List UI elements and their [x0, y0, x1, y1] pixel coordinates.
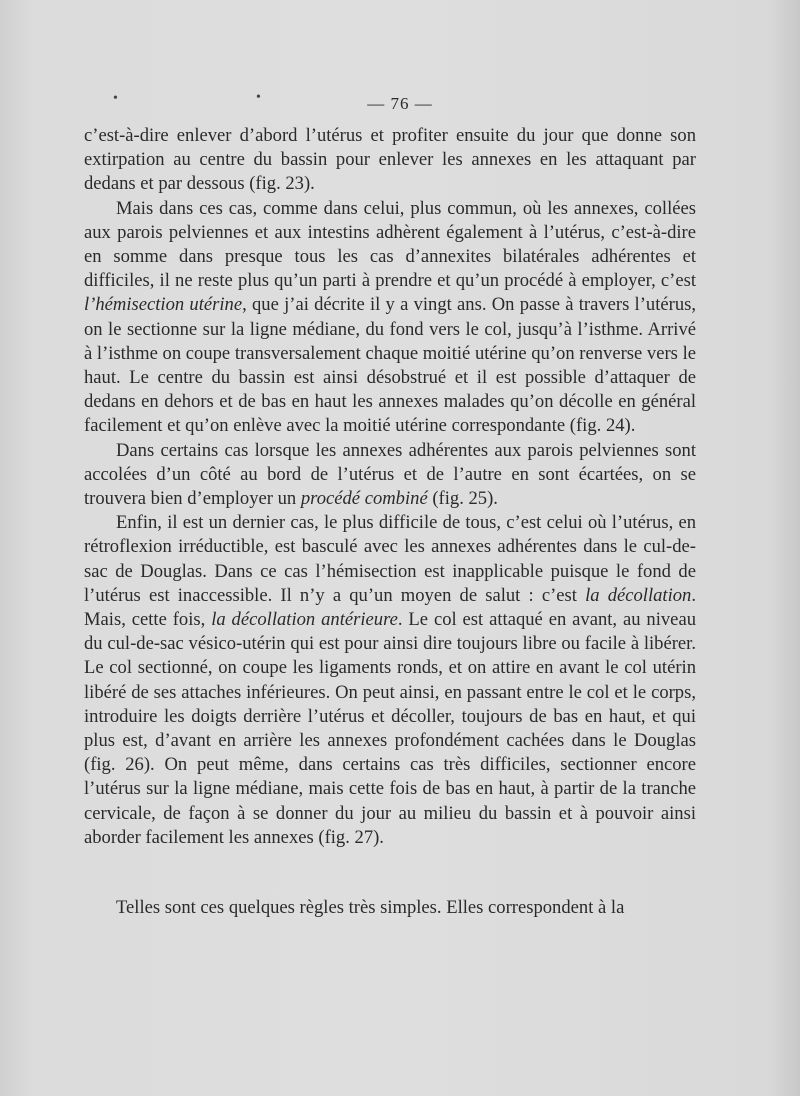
paragraph-text: . Le col est attaqué en avant, au niveau du cul-de-sac vésico-utérin qui est pour ainsi dire toujours libre ou facile à libérer. Le col sectionné, on coupe les ligaments ronds, et on attire en avant le col utérin libéré de ses attaches inférieures. On peut ainsi, en passant entre le col et le corps, introduire les doigts derrière l’utérus et décoller, toujours de bas en haut, et qui plus est, d’avant en arrière les annexes profondément cachées dans le Douglas (fig. 26). On peut même, dans certains cas très difficiles, sectionner encore l’utérus sur la ligne médiane, mais cette fois de bas en haut, à partir de la tranche cervicale, de façon à se donner du jour au milieu du bassin et à pouvoir ainsi aborder facilement les annexes (fig. 27). — [84, 609, 696, 848]
paragraph-3 — [84, 439, 696, 512]
paragraph-text: Dans certains cas lorsque les annexes adhérentes aux parois pelviennes sont accolées d’un côté au bord de l’utérus et de l’autre en sont écartées, on se trouvera bien d’employer un — [84, 439, 696, 510]
paragraph-text: Mais dans ces cas, comme dans celui, plus commun, où les annexes, collées aux parois pelviennes et aux intestins adhèrent également à l’utérus, c’est-à-dire en somme dans presque tous les cas d’annexites bilatérales adhérentes et difficiles, il ne reste plus qu’un parti à prendre et qu’un procédé à employer, c’est — [84, 197, 696, 292]
italic-term: l’hémisection utérine — [84, 294, 243, 316]
paragraph-text: Telles sont ces quelques règles très simples. Elles correspondent à la — [116, 897, 625, 919]
paragraph-5 — [84, 896, 696, 920]
page-speck: • — [256, 90, 261, 105]
italic-term: la décollation — [585, 584, 692, 606]
paragraph-4 — [84, 511, 696, 850]
paragraph-text: c’est-à-dire enlever d’abord l’utérus et profiter ensuite du jour que donne son extirpation au centre du bassin pour enlever les annexes en les attaquant par dedans et par dessous (fig. 23). — [84, 125, 696, 195]
paragraph-2 — [84, 197, 696, 439]
body-text — [84, 124, 696, 920]
page-number: — 76 — — [367, 94, 433, 113]
italic-term: la décollation antérieure — [211, 609, 398, 631]
italic-term: procédé combiné — [300, 488, 428, 510]
paragraph-text: , que j’ai décrite il y a vingt ans. On passe à travers l’utérus, on le sectionne sur la ligne médiane, du fond vers le col, jusqu’à l’isthme. Arrivé à l’isthme on coupe transversalement chaque moitié utérine qu’on renverse vers le haut. Le centre du bassin est ainsi désobstrué et il est possible d’attaquer de dedans en dehors et de bas en haut les annexes malades qu’on décolle en général facilement et qu’on enlève avec la moitié utérine correspondante (fig. 24). — [84, 294, 697, 437]
paragraph-text: (fig. 25). — [427, 488, 498, 510]
paragraph-1 — [84, 124, 696, 197]
paragraph-text: Enfin, il est un dernier cas, le plus difficile de tous, c’est celui où l’utérus, en rétroflexion irréductible, est basculé avec les annexes adhérentes dans le cul-de-sac de Douglas. Dans ce cas l’hémisection est inapplicable puisque le fond de l’utérus est inaccessible. Il n’y a qu’un moyen de salut : c’est — [84, 512, 696, 606]
page-speck: • — [113, 91, 118, 106]
paragraph-text: . Mais, cette fois, — [84, 584, 697, 631]
